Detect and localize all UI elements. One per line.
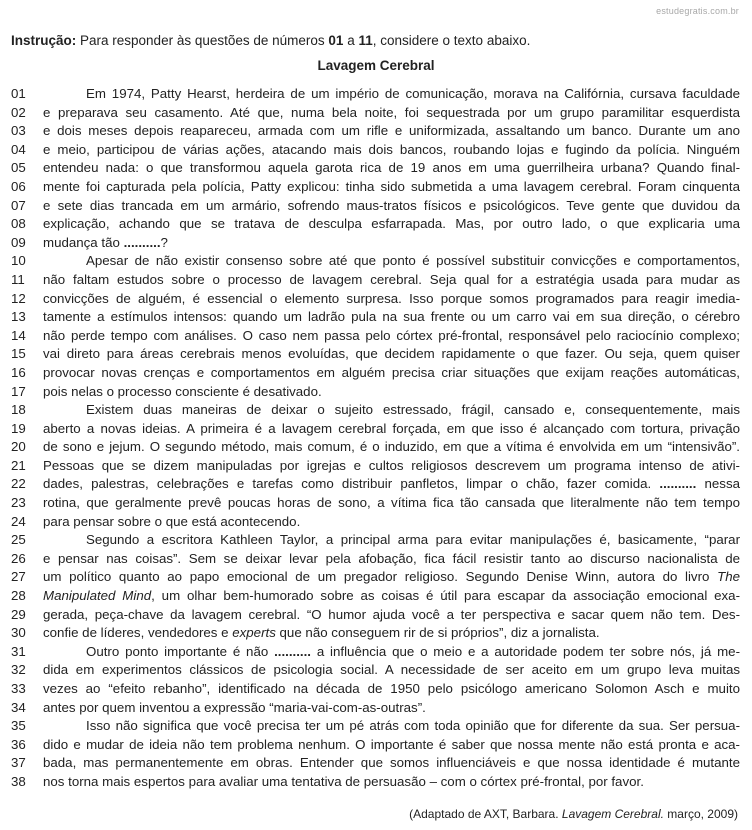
- line-text: [43, 661, 740, 680]
- text-line: [0, 699, 752, 718]
- line-text: [43, 624, 740, 643]
- text-line: [0, 680, 752, 699]
- text-line: [0, 271, 752, 290]
- line-text: [43, 606, 740, 625]
- line-number: 25: [11, 532, 26, 548]
- text-line: [0, 159, 752, 178]
- text-segment: não faltam estudos sobre o processo de lavagem cerebral. Seja qual for a estratégia usada para mudar as: [43, 271, 740, 287]
- line-number: 37: [11, 755, 26, 771]
- italic-text: Manipulated Mind: [43, 588, 152, 604]
- blank-placeholder: ..........: [274, 643, 312, 659]
- text-segment: e meio, participou de várias ações, atacando mais dois bancos, roubando lojas e fugindo da polícia. Ninguém: [43, 141, 740, 157]
- source-before: (Adaptado de AXT, Barbara.: [409, 807, 562, 821]
- line-number: 29: [11, 606, 26, 622]
- text-line: [0, 401, 752, 420]
- line-text: [43, 475, 740, 494]
- line-text: [43, 438, 740, 457]
- text-segment: vezes ao “efeito rebanho”, identificado na década de 1950 pelo psicólogo americano Solomon Asch e muito: [43, 681, 740, 696]
- line-text: [43, 104, 740, 123]
- blank-placeholder: ..........: [659, 476, 697, 492]
- line-text: [43, 457, 740, 476]
- line-number: 16: [11, 364, 26, 380]
- instruction-text-before: Para responder às questões de números: [76, 33, 329, 48]
- text-line: [0, 85, 752, 104]
- text-line: [0, 345, 752, 364]
- line-number: 18: [11, 402, 26, 418]
- text-line: [0, 383, 752, 402]
- text-line: [0, 234, 752, 253]
- text-segment: e pensar nas coisas”. Sem se deixar levar pela afobação, fica fácil resistir tanto ao discurso nacionalista de: [43, 550, 740, 566]
- line-text: [43, 550, 740, 569]
- text-line: [0, 197, 752, 216]
- line-number: 35: [11, 718, 26, 734]
- line-text: [43, 754, 740, 773]
- text-line: [0, 550, 752, 569]
- text-segment: Pessoas que se dizem manipuladas por igrejas e cultos religiosos descrevem um programa intenso de ativi-: [43, 457, 740, 473]
- text-line: [0, 513, 752, 532]
- blank-placeholder: ..........: [123, 234, 161, 250]
- text-line: [0, 438, 752, 457]
- text-segment: Outro ponto importante é não: [86, 643, 275, 659]
- text-segment: antes por quem inventou a expressão “maria-vai-com-as-outras”.: [43, 699, 426, 715]
- text-line: [0, 624, 752, 643]
- text-line: [0, 606, 752, 625]
- line-text: [43, 178, 740, 197]
- instruction-num-to: 11: [358, 33, 373, 48]
- instruction-label: Instrução:: [11, 33, 77, 48]
- text-segment: explicação, achando que se tratava de desculpa esfarrapada. Mas, por outro lado, o que explicaria uma: [43, 216, 740, 232]
- line-text: [43, 308, 740, 327]
- line-number: 03: [11, 123, 26, 139]
- source-title: Lavagem Cerebral.: [561, 807, 664, 821]
- line-text: [86, 85, 740, 104]
- text-segment: a influência que o meio e a autoridade podem ter sobre nós, já me-: [311, 643, 740, 659]
- text-segment: Segundo a escritora Kathleen Taylor, a principal arma para evitar manipulações é, basicamente, “parar: [86, 532, 740, 548]
- line-text: [43, 159, 740, 178]
- line-number: 32: [11, 662, 26, 678]
- text-body: [0, 85, 752, 792]
- text-segment: dida em experimentos clássicos de psicologia social. A necessidade de ser aceito em um grupo leva muitas: [43, 662, 740, 678]
- line-number: 09: [11, 234, 26, 250]
- line-text: [86, 717, 740, 736]
- text-segment: Apesar de não existir consenso sobre até que ponto é possível substituir convicções e comportamentos,: [86, 253, 740, 269]
- text-line: [0, 568, 752, 587]
- line-text: [43, 290, 740, 309]
- line-text: [43, 680, 740, 699]
- line-text: [86, 401, 740, 420]
- line-text: [43, 122, 740, 141]
- text-line: [0, 531, 752, 550]
- italic-text: The: [717, 569, 740, 585]
- line-number: 22: [11, 476, 26, 492]
- text-line: [0, 754, 752, 773]
- instruction: [11, 33, 530, 48]
- text-line: [0, 104, 752, 123]
- text-segment: mente foi capturada pela polícia, Patty explicou: tinha sido submetida a uma lavagem cerebral. Foram cinquenta: [43, 178, 740, 194]
- text-line: [0, 494, 752, 513]
- line-text: [43, 271, 740, 290]
- instruction-text-middle: a: [343, 33, 359, 48]
- line-number: 26: [11, 550, 26, 566]
- text-line: [0, 717, 752, 736]
- line-number: 24: [11, 513, 26, 529]
- text-line: [0, 178, 752, 197]
- text-segment: aberto a novas ideias. A primeira é a lavagem cerebral forçada, em que isso é alcançado com tortura, privação: [43, 420, 740, 436]
- text-line: [0, 141, 752, 160]
- source-after: março, 2009): [663, 807, 738, 821]
- text-segment: vai direto para áreas cerebrais menos evoluídas, que decidem rapidamente o que fazer. Ou seja, quem quiser: [43, 346, 740, 362]
- line-text: [43, 197, 740, 216]
- line-text: [86, 531, 740, 550]
- instruction-text-after: , considere o texto abaixo.: [372, 33, 531, 48]
- line-number: 34: [11, 699, 26, 715]
- line-number: 33: [11, 681, 26, 696]
- text-segment: e dois meses depois reapareceu, armada com um rifle e uniformizada, assaltando um banco. Durante um ano: [43, 123, 740, 139]
- line-number: 20: [11, 439, 26, 455]
- text-segment: ?: [160, 234, 168, 250]
- text-segment: confie de líderes, vendedores e: [43, 625, 233, 641]
- line-number: 04: [11, 141, 26, 157]
- text-segment: nos torna mais espertos para avaliar uma tentativa de persuasão – com o córtex pré-frontal, por favor.: [43, 773, 644, 789]
- line-text: [86, 643, 740, 662]
- line-number: 17: [11, 383, 26, 399]
- text-segment: tamente a estímulos intensos: quando um ladrão pula na sua frente ou um carro vai em sua direção, o cérebro: [43, 309, 740, 325]
- text-segment: um político quanto ao papo emocional de um pregador religioso. Segundo Denise Winn, autora do livro: [43, 569, 718, 585]
- text-line: [0, 661, 752, 680]
- text-line: [0, 587, 752, 606]
- line-text: [43, 383, 740, 402]
- line-number: 27: [11, 569, 26, 585]
- italic-text: experts: [232, 625, 276, 641]
- line-number: 11: [11, 271, 25, 287]
- line-text: [43, 568, 740, 587]
- text-line: [0, 457, 752, 476]
- line-number: 01: [11, 86, 26, 101]
- line-number: 10: [11, 253, 26, 269]
- line-number: 28: [11, 588, 26, 604]
- line-text: [86, 252, 740, 271]
- text-line: [0, 252, 752, 271]
- line-text: [43, 215, 740, 234]
- line-text: [43, 364, 740, 383]
- source-citation: [409, 807, 738, 821]
- text-segment: Em 1974, Patty Hearst, herdeira de um império de comunicação, morava na Califórnia, cursava faculdade: [86, 86, 740, 101]
- line-text: [43, 141, 740, 160]
- line-number: 02: [11, 104, 26, 120]
- text-segment: pois nelas o processo consciente é desativado.: [43, 383, 322, 399]
- text-segment: provocar novas crenças e comportamentos em alguém precisa criar situações que exijam reações automáticas,: [43, 364, 740, 380]
- text-line: [0, 475, 752, 494]
- line-number: 15: [11, 346, 26, 362]
- instruction-num-from: 01: [328, 33, 344, 48]
- text-segment: para pensar sobre o que está acontecendo.: [43, 513, 301, 529]
- line-text: [43, 513, 740, 532]
- line-number: 30: [11, 625, 26, 641]
- text-segment: Existem duas maneiras de deixar o sujeito estressado, frágil, cansado e, consequentemente, mais: [86, 402, 740, 418]
- text-segment: de sono e jejum. O segundo método, mais comum, é o induzido, em que a vítima é envolvida em um “intensivão”.: [43, 439, 740, 455]
- document-title: Lavagem Cerebral: [317, 58, 435, 73]
- line-number: 07: [11, 197, 26, 213]
- text-line: [0, 308, 752, 327]
- line-text: [43, 736, 740, 755]
- line-number: 36: [11, 736, 26, 752]
- text-line: [0, 290, 752, 309]
- text-line: [0, 736, 752, 755]
- line-number: 05: [11, 160, 26, 176]
- text-line: [0, 773, 752, 792]
- line-text: [43, 699, 740, 718]
- text-segment: mudança tão: [43, 234, 124, 250]
- text-segment: entendeu nada: o que transformou aquela garota rica de 19 anos em uma guerrilheira urbana? Quando final-: [43, 160, 740, 176]
- text-line: [0, 364, 752, 383]
- line-text: [43, 494, 740, 513]
- line-text: [43, 234, 740, 253]
- text-line: [0, 643, 752, 662]
- line-number: 38: [11, 773, 26, 789]
- text-line: [0, 122, 752, 141]
- text-line: [0, 327, 752, 346]
- text-segment: rotina, que geralmente prevê poucas horas de sono, a vítima fica tão cansada que literalmente não tem tempo: [43, 495, 740, 511]
- line-text: [43, 773, 740, 792]
- text-segment: , um olhar bem-humorado sobre as coisas é útil para escapar da associação emocional exa-: [151, 588, 741, 604]
- line-text: [43, 327, 740, 346]
- text-segment: dades, palestras, celebrações e tarefas como distribuir panfletos, limpar o chão, fazer comida.: [43, 476, 660, 492]
- line-number: 19: [11, 420, 26, 436]
- text-segment: dido e mudar de ideia não tem problema nenhum. O importante é saber que nossa mente não está pronta e aca-: [43, 736, 740, 752]
- text-segment: não perde tempo com análises. O caso nem passa pelo córtex pré-frontal, responsável pelo raciocínio complexo;: [43, 327, 740, 343]
- text-segment: que não conseguem rir de si próprios”, diz a jornalista.: [275, 625, 600, 641]
- text-segment: Isso não significa que você precisa ter um pé atrás com toda opinião que for diferente da sua. Ser persua-: [86, 718, 740, 734]
- line-number: 23: [11, 495, 26, 511]
- text-segment: gerada, peça-chave da lavagem cerebral. “O humor ajuda você a ter perspectiva e sacar quem não tem. Des-: [43, 606, 740, 622]
- line-number: 12: [11, 290, 26, 306]
- text-segment: e sete dias trancada em um armário, sofrendo maus-tratos físicos e psicológicos. Teve gente que duvidou da: [43, 197, 740, 213]
- text-segment: e preparava seu casamento. Até que, numa bela noite, foi sequestrada por um grupo paramilitar esquerdista: [43, 104, 740, 120]
- watermark: estudegratis.com.br: [656, 6, 739, 16]
- line-number: 31: [11, 643, 26, 659]
- line-text: [43, 345, 740, 364]
- line-text: [43, 587, 740, 606]
- line-number: 13: [11, 309, 26, 325]
- line-text: [43, 420, 740, 439]
- text-segment: nessa: [696, 476, 740, 492]
- text-segment: bada, mas permanentemente em obras. Entender que somos influenciáveis e que nossa identidade é mutante: [43, 755, 740, 771]
- text-segment: convicções de alguém, é essencial o elemento surpresa. Isso porque somos programados para reagir imedia-: [43, 290, 740, 306]
- text-line: [0, 420, 752, 439]
- line-number: 06: [11, 178, 26, 194]
- line-number: 21: [11, 457, 26, 473]
- text-line: [0, 215, 752, 234]
- line-number: 14: [11, 327, 26, 343]
- line-number: 08: [11, 216, 26, 232]
